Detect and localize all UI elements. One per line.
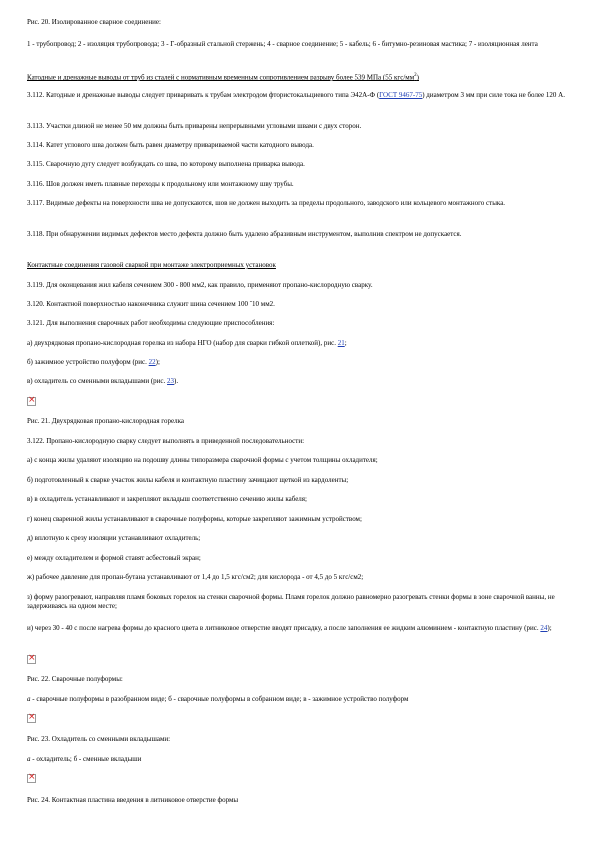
step-e: е) между охладителем и формой ставят асбестовый экран; (27, 554, 201, 562)
broken-image-icon[interactable] (27, 397, 36, 406)
figure-22-legend: а - сварочные полуформы в разобранном виде; б - сварочные полуформы в собранном виде; в - зажимное устройство полуформ (27, 695, 409, 703)
section-heading-gas-welding: Контактные соединения газовой сваркой при монтаже электроприемных установок (27, 261, 276, 269)
broken-image-icon[interactable] (27, 774, 36, 783)
gost-link[interactable]: ГОСТ 9467-75 (379, 91, 423, 99)
paragraph-3-112: 3.112. Катодные и дренажные выводы следует приваривать к трубам электродом фтористокальциевого типа Э42А-Ф (ГОСТ 9467-75) диаметром 3 мм при силе тока не более 120 А. (27, 91, 565, 99)
section-heading-cathode-outputs: Катодные и дренажные выводы от труб из сталей с нормативным временным сопротивлением разрыву более 539 МПа (55 кгс/$мм^2$) (27, 73, 419, 82)
paragraph-3-121: 3.121. Для выполнения сварочных работ необходимы следующие приспособления: (27, 319, 275, 327)
figure-24-link[interactable]: 24 (540, 624, 548, 632)
step-z: з) форму разогревают, направляя пламя боковых горелок на стенки сварочной формы. Пламя горелок должно равномерно разогревать стенки формы в зоне сварочной ванны, не задерживаясь на одном месте; (27, 593, 555, 610)
broken-image-icon[interactable] (27, 655, 36, 664)
paragraph-3-122: 3.122. Пропано-кислородную сварку следует выполнять в приведенной последовательности: (27, 437, 305, 445)
figure-21-caption: Рис. 21. Двухрядковая пропано-кислородная горелка (27, 417, 185, 425)
step-v: в) в охладитель устанавливают и закрепляют вкладыш соответственно сечению жилы кабеля; (27, 495, 307, 503)
paragraph-3-115: 3.115. Сварочную дугу следует возбуждать со шва, по которому выполнена приварка вывода. (27, 160, 305, 168)
figure-22-caption: Рис. 22. Сварочные полуформы: (27, 675, 123, 683)
paragraph-3-120: 3.120. Контактной поверхностью наконечника служит шина сечением 100 ˆ10 мм2. (27, 300, 275, 308)
figure-24-caption: Рис. 24. Контактная пластина введения в литниковое отверстие формы (27, 796, 239, 804)
step-a: а) с конца жилы удаляют изоляцию на подошву длины типоразмера сварочной формы с учетом толщины охладителя; (27, 456, 378, 464)
step-i: и) через 30 - 40 с после нагрева формы до красного цвета в литниковое отверстие вводят присадку, а после заполнения ее жидким алюминием - контактную пластину (рис. 24); (27, 624, 552, 632)
figure-20-legend: 1 - трубопровод; 2 - изоляция трубопровода; 3 - Г-образный стальной стержень; 4 - сварное соединение; 5 - кабель; 6 - битумно-резиновая мастика; 7 - изоляционная лента (27, 40, 538, 48)
paragraph-3-119: 3.119. Для оконцевания жил кабеля сечением 300 - 800 мм2, как правило, применяют пропано-кислородную сварку. (27, 281, 373, 289)
step-g: г) конец сваренной жилы устанавливают в сварочные полуформы, которые закрепляют зажимным устройством; (27, 515, 362, 523)
figure-23-legend: а - охладитель; б - сменные вкладыши (27, 755, 142, 763)
step-b: б) подготовленный к сварке участок жилы кабеля и контактную пластину зачищают щеткой из кардоленты; (27, 476, 349, 484)
figure-21-link[interactable]: 21 (337, 339, 345, 347)
figure-20-caption: Рис. 20. Изолированное сварное соединение: (27, 18, 161, 26)
figure-23-link[interactable]: 23 (167, 377, 175, 385)
step-d: д) вплотную к срезу изоляции устанавливают охладитель; (27, 534, 201, 542)
list-item-b: б) зажимное устройство полуформ (рис. 22); (27, 358, 160, 366)
list-item-v: в) охладитель со сменными вкладышами (рис. 23). (27, 377, 179, 385)
figure-22-link[interactable]: 22 (148, 358, 156, 366)
broken-image-icon[interactable] (27, 714, 36, 723)
paragraph-3-114: 3.114. Катет углового шва должен быть равен диаметру привариваемой части катодного вывода. (27, 141, 314, 149)
paragraph-3-113: 3.113. Участки длиной не менее 50 мм должны быть приварены непрерывными угловыми швами с двух сторон. (27, 122, 362, 130)
list-item-a: а) двухрядковая пропано-кислородная горелка из набора НГО (набор для сварки гибкой оплеткой), рис. 21; (27, 339, 347, 347)
paragraph-3-116: 3.116. Шов должен иметь плавные переходы к продольному или монтажному шву трубы. (27, 180, 294, 188)
figure-23-caption: Рис. 23. Охладитель со сменными вкладышами: (27, 735, 171, 743)
step-zh: ж) рабочее давление для пропан-бутана устанавливают от 1,4 до 1,5 кгс/см2; для кислорода - от 4,5 до 5 кгс/см2; (27, 573, 364, 581)
paragraph-3-117: 3.117. Видимые дефекты на поверхности шва не допускаются, шов не должен выходить за пределы продольного, заводского или кольцевого монтажного стыка. (27, 199, 506, 207)
paragraph-3-118: 3.118. При обнаружении видимых дефектов место дефекта должно быть удалено абразивным инструментом, выполнив спектром не допускается. (27, 230, 462, 238)
